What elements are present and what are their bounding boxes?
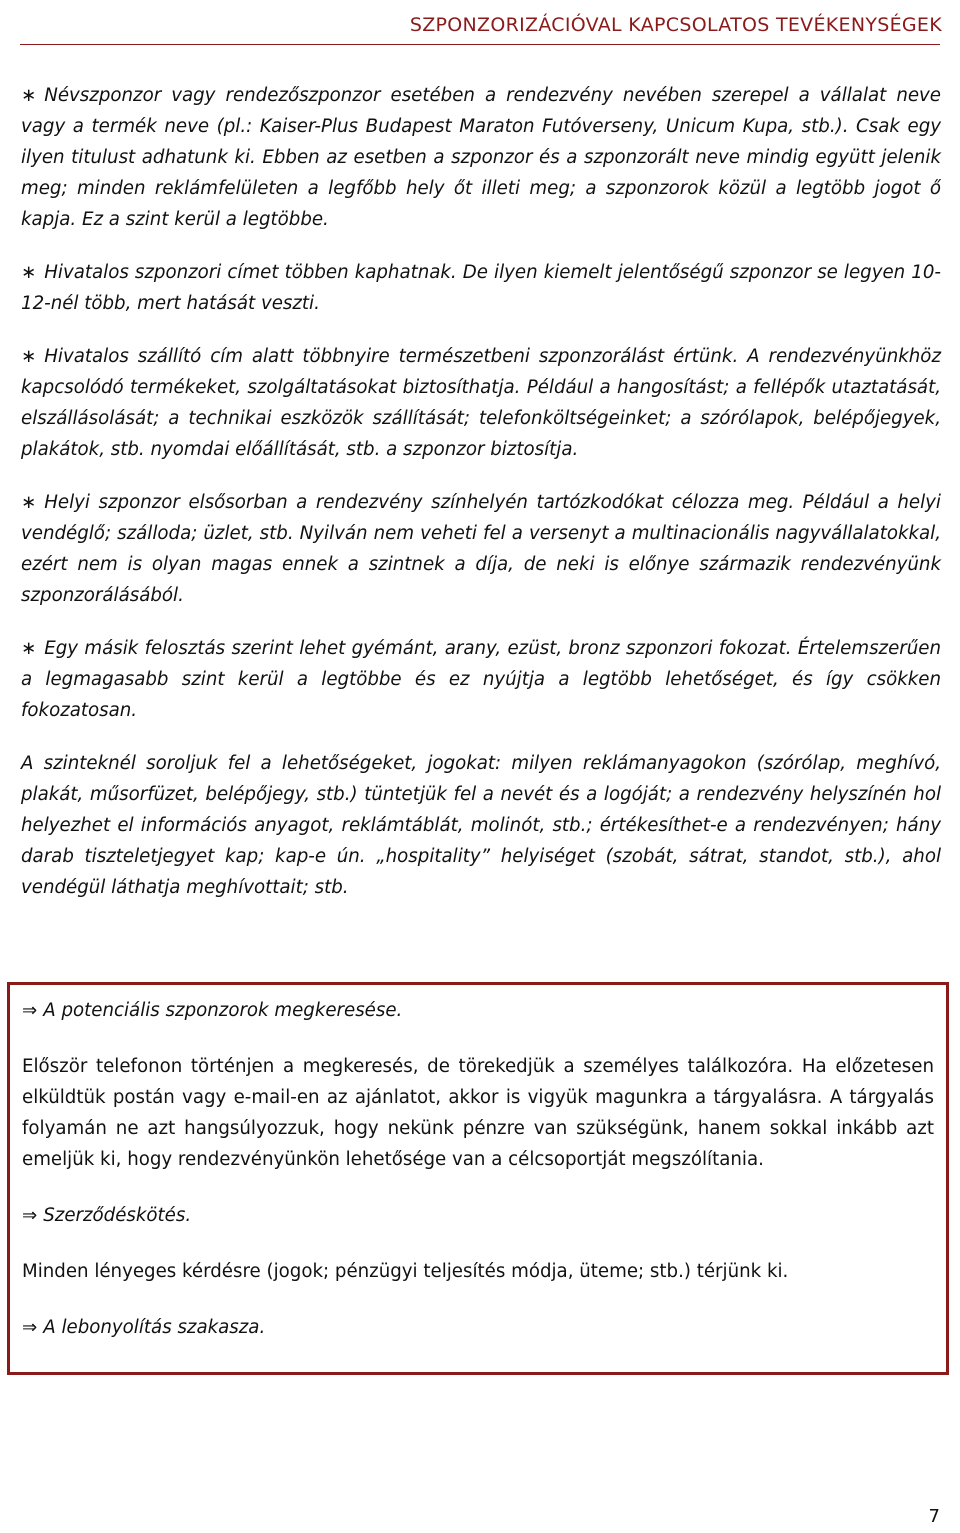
double-arrow-icon: ⇒ bbox=[22, 1317, 38, 1338]
bullet-text: Hivatalos szállító cím alatt többnyire természetbeni szponzorálást értünk. A rendezvényünkhöz kapcsolódó termékeket, szolgáltatásokat biztosíthatja. Például a hangosítást; a fellépők utaztatását, elszállásolását; a technikai eszközök szállítását; telefonköltségeinket; a szórólapok, belépőjegyek, plakátok, stb. nyomdai előállítását, stb. a szponzor biztosítja. bbox=[21, 346, 941, 460]
step-heading-text: A potenciális szponzorok megkeresése. bbox=[43, 1000, 403, 1021]
step-text: Először telefonon történjen a megkeresés, de törekedjük a személyes találkozóra. Ha előzetesen elküldtük postán vagy e-mail-en az ajánlatot, akkor is vigyük magunkra a tárgyalásra. A tárgyalás folyamán ne azt hangsúlyozzuk, hogy nekünk pénzre van szükségünk, hanem sokkal inkább azt emeljük ki, hogy rendezvényünkön lehetősége van a célcsoportját megszólítania. bbox=[22, 1056, 934, 1170]
step-heading bbox=[22, 1312, 934, 1343]
closing-paragraph: A szinteknél soroljuk fel a lehetőségeket, jogokat: milyen reklámanyagokon (szórólap, meghívó, plakát, műsorfüzet, belépőjegy, stb.) tüntetjük fel a nevét és a logóját; a rendezvény helyszínén hol helyezhet el információs anyagot, reklámtáblát, molinót, stb.; értékesíthet-e a rendezvényen; hány darab tiszteletjegyet kap; kap-e ún. „hospitality” helyiséget (szobát, sátrat, standot, stb.), ahol vendégül láthatja meghívottait; stb. bbox=[21, 753, 941, 898]
asterisk-bullet-icon: ∗ bbox=[21, 85, 37, 106]
asterisk-bullet-icon: ∗ bbox=[21, 262, 37, 283]
bullet-paragraph bbox=[21, 257, 941, 319]
step-heading-text: A lebonyolítás szakasza. bbox=[43, 1317, 266, 1338]
running-header: SZPONZORIZÁCIÓVAL KAPCSOLATOS TEVÉKENYSÉGEK bbox=[409, 14, 942, 36]
bullet-text: Hivatalos szponzori címet többen kaphatnak. De ilyen kiemelt jelentőségű szponzor se legyen 10-12-nél több, mert hatását veszti. bbox=[21, 262, 941, 314]
step-heading bbox=[22, 995, 934, 1026]
double-arrow-icon: ⇒ bbox=[22, 1205, 38, 1226]
double-arrow-icon: ⇒ bbox=[22, 1000, 38, 1021]
step-heading-text: Szerződéskötés. bbox=[43, 1205, 192, 1226]
header-rule bbox=[20, 44, 940, 45]
bullet-paragraph bbox=[21, 341, 941, 465]
bullet-paragraph bbox=[21, 633, 941, 726]
step-text: Minden lényeges kérdésre (jogok; pénzügyi teljesítés módja, üteme; stb.) térjünk ki. bbox=[22, 1261, 789, 1282]
process-steps-content bbox=[22, 995, 934, 1368]
process-steps-box bbox=[7, 982, 949, 1375]
step-heading bbox=[22, 1200, 934, 1231]
main-content bbox=[21, 80, 941, 925]
bullet-text: Egy másik felosztás szerint lehet gyémánt, arany, ezüst, bronz szponzori fokozat. Értelemszerűen a legmagasabb szint kerül a legtöbbe és ez nyújtja a legtöbb lehetőséget, és így csökken fokozatosan. bbox=[21, 638, 941, 721]
page-number: 7 bbox=[928, 1506, 940, 1527]
bullet-text: Névszponzor vagy rendezőszponzor esetében a rendezvény nevében szerepel a vállalat neve vagy a termék neve (pl.: Kaiser-Plus Budapest Maraton Futóverseny, Unicum Kupa, stb.). Csak egy ilyen titulust adhatunk ki. Ebben az esetben a szponzor és a szponzorált neve mindig együtt jelenik meg; minden reklámfelületen a legfőbb hely őt illeti meg; a szponzorok közül a legtöbb jogot ő kapja. Ez a szint kerül a legtöbbe. bbox=[21, 85, 941, 230]
bullet-paragraph bbox=[21, 487, 941, 611]
bullet-paragraph bbox=[21, 80, 941, 235]
bullet-text: Helyi szponzor elsősorban a rendezvény színhelyén tartózkodókat célozza meg. Például a helyi vendéglő; szálloda; üzlet, stb. Nyilván nem veheti fel a versenyt a multinacionális nagyvállalatokkal, ezért nem is olyan magas ennek a szintnek a díja, de neki is előnye származik rendezvényünk szponzorálásából. bbox=[21, 492, 941, 606]
asterisk-bullet-icon: ∗ bbox=[21, 638, 37, 659]
asterisk-bullet-icon: ∗ bbox=[21, 492, 37, 513]
asterisk-bullet-icon: ∗ bbox=[21, 346, 37, 367]
